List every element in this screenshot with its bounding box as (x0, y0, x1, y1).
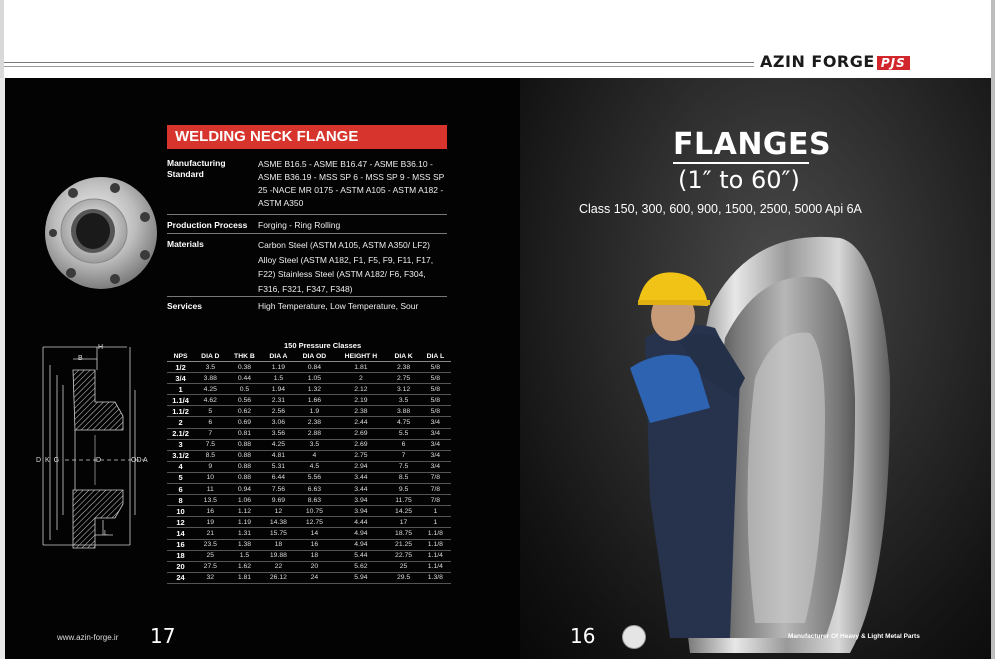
table-cell: 1 (420, 506, 451, 517)
table-cell: 3/4 (420, 450, 451, 461)
nps-cell: 18 (167, 550, 194, 561)
table-cell: 22.75 (387, 550, 419, 561)
nps-cell: 1.1/4 (167, 395, 194, 406)
table-cell: 1.38 (226, 539, 262, 550)
pressure-classes-text: Class 150, 300, 600, 900, 1500, 2500, 5000 Api 6A (579, 202, 862, 216)
table-row (167, 439, 451, 450)
brand-name: AZIN FORGE (760, 52, 875, 71)
header-rule-2 (4, 66, 754, 67)
table-row (167, 528, 451, 539)
table-cell: 0.56 (226, 395, 262, 406)
spec-divider (167, 296, 447, 297)
table-cell: 0.88 (226, 472, 262, 483)
table-cell: 5/8 (420, 406, 451, 417)
table-cell: 8.63 (294, 495, 334, 506)
table-cell: 9.69 (262, 495, 294, 506)
table-cell: 5.44 (334, 550, 387, 561)
table-cell: 7.56 (262, 484, 294, 495)
table-cell: 0.5 (226, 384, 262, 395)
table-cell: 3.88 (194, 373, 226, 384)
table-cell: 22 (262, 561, 294, 572)
table-cell: 5/8 (420, 395, 451, 406)
table-cell: 0.88 (226, 439, 262, 450)
spec-services (167, 300, 447, 315)
table-row (167, 373, 451, 384)
flange-photo (43, 175, 161, 291)
table-cell: 3.88 (387, 406, 419, 417)
table-cell: 14.25 (387, 506, 419, 517)
spec-value: ASME B16.5 - ASME B16.47 - ASME B36.10 - ASME B36.19 - MSS SP 6 - MSS SP 9 - MSS SP 25 -NACE MR 0175 - ASTM A105 - ASTM A182 - ASTM A350 (258, 159, 445, 208)
spec-production-process (167, 219, 447, 234)
table-cell: 8.5 (387, 472, 419, 483)
table-cell: 8.5 (194, 450, 226, 461)
header-rule (4, 62, 754, 63)
table-cell: 1.06 (226, 495, 262, 506)
table-row (167, 484, 451, 495)
table-cell: 11 (194, 484, 226, 495)
table-cell: 2.19 (334, 395, 387, 406)
table-cell: 5.62 (334, 561, 387, 572)
nps-cell: 20 (167, 561, 194, 572)
column-header: DIA D (194, 351, 226, 362)
table-cell: 25 (194, 550, 226, 561)
table-cell: 5/8 (420, 384, 451, 395)
table-cell: 12.75 (294, 517, 334, 528)
table-cell: 4.75 (387, 417, 419, 428)
nps-cell: 14 (167, 528, 194, 539)
table-cell: 7 (194, 428, 226, 439)
left-page (5, 78, 520, 659)
table-cell: 21.25 (387, 539, 419, 550)
table-cell: 26.12 (262, 572, 294, 583)
table-cell: 6 (194, 417, 226, 428)
table-cell: 1.1/4 (420, 561, 451, 572)
nps-cell: 3 (167, 439, 194, 450)
table-row (167, 506, 451, 517)
table-cell: 6 (387, 439, 419, 450)
table-cell: 4.81 (262, 450, 294, 461)
table-cell: 18.75 (387, 528, 419, 539)
table-cell: 5/8 (420, 362, 451, 373)
table-cell: 20 (294, 561, 334, 572)
size-range: (1″ to 60″) (678, 166, 800, 194)
table-cell: 3.44 (334, 484, 387, 495)
table-cell: 0.44 (226, 373, 262, 384)
table-row (167, 572, 451, 583)
table-cell: 3.06 (262, 417, 294, 428)
table-cell: 1.05 (294, 373, 334, 384)
table-cell: 5.31 (262, 461, 294, 472)
table-cell: 7/8 (420, 495, 451, 506)
table-cell: 4.94 (334, 528, 387, 539)
table-cell: 2.69 (334, 439, 387, 450)
table-cell: 3.5 (294, 439, 334, 450)
table-row (167, 428, 451, 439)
table-cell: 3.5 (194, 362, 226, 373)
table-cell: 6.44 (262, 472, 294, 483)
brand-tag: PJS (877, 56, 910, 70)
table-cell: 1.12 (226, 506, 262, 517)
table-cell: 5.56 (294, 472, 334, 483)
table-cell: 3/4 (420, 461, 451, 472)
table-cell: 3.94 (334, 495, 387, 506)
table-cell: 1.94 (262, 384, 294, 395)
table-cell: 19 (194, 517, 226, 528)
table-row (167, 395, 451, 406)
table-cell: 3/4 (420, 417, 451, 428)
column-header: HEIGHT H (334, 351, 387, 362)
drawing-label-left: D K G (36, 457, 61, 464)
table-row (167, 550, 451, 561)
drawing-label-l: L (104, 530, 108, 537)
flange-cross-section-drawing (35, 340, 165, 560)
headline-underline (673, 162, 809, 164)
table-cell: 7/8 (420, 484, 451, 495)
table-cell: 6.63 (294, 484, 334, 495)
table-cell: 10 (194, 472, 226, 483)
spec-label: Services (167, 301, 202, 311)
table-cell: 5.94 (334, 572, 387, 583)
spec-divider (167, 214, 447, 215)
drawing-label-b: B (78, 355, 83, 362)
nps-cell: 3.1/2 (167, 450, 194, 461)
table-cell: 2.69 (334, 428, 387, 439)
table-cell: 7/8 (420, 472, 451, 483)
table-cell: 27.5 (194, 561, 226, 572)
nps-cell: 1 (167, 384, 194, 395)
table-row (167, 539, 451, 550)
table-cell: 1.81 (334, 362, 387, 373)
spec-label: Production Process (167, 220, 248, 230)
table-cell: 2.38 (334, 406, 387, 417)
page-number-right: 16 (570, 624, 596, 648)
table-cell: 1 (420, 517, 451, 528)
table-cell: 1.19 (226, 517, 262, 528)
pressure-class-table (167, 340, 451, 584)
section-title: WELDING NECK FLANGE (167, 125, 447, 149)
table-cell: 1.62 (226, 561, 262, 572)
top-margin (0, 0, 995, 78)
table-cell: 11.75 (387, 495, 419, 506)
nps-cell: 24 (167, 572, 194, 583)
table-cell: 2.75 (334, 450, 387, 461)
column-header: DIA L (420, 351, 451, 362)
table-cell: 1.1/8 (420, 528, 451, 539)
table-header-row (167, 351, 451, 362)
table-cell: 2 (334, 373, 387, 384)
table-row (167, 472, 451, 483)
table-cell: 23.5 (194, 539, 226, 550)
spec-value: High Temperature, Low Temperature, Sour (258, 301, 419, 311)
table-row (167, 561, 451, 572)
table-cell: 0.84 (294, 362, 334, 373)
table-cell: 25 (387, 561, 419, 572)
company-seal-icon (622, 625, 646, 649)
spec-value: Forging - Ring Rolling (258, 220, 341, 230)
table-cell: 9.5 (387, 484, 419, 495)
nps-cell: 2 (167, 417, 194, 428)
headline: FLANGES (673, 127, 832, 162)
table-cell: 0.62 (226, 406, 262, 417)
table-cell: 2.38 (387, 362, 419, 373)
footer-tagline: Manufacturer Of Heavy & Light Metal Parts (788, 633, 920, 640)
table-cell: 2.38 (294, 417, 334, 428)
table-cell: 5 (194, 406, 226, 417)
nps-cell: 1.1/2 (167, 406, 194, 417)
table-cell: 15.75 (262, 528, 294, 539)
table-cell: 4 (294, 450, 334, 461)
table-row (167, 417, 451, 428)
drawing-label-h: H (98, 344, 104, 351)
table-cell: 2.94 (334, 461, 387, 472)
table-cell: 5/8 (420, 373, 451, 384)
table-cell: 3/4 (420, 439, 451, 450)
footer-website: www.azin-forge.ir (57, 633, 119, 642)
table-cell: 3.12 (387, 384, 419, 395)
table-row (167, 517, 451, 528)
column-header: DIA A (262, 351, 294, 362)
table-row (167, 450, 451, 461)
column-header: DIA K (387, 351, 419, 362)
table-cell: 4.94 (334, 539, 387, 550)
table-cell: 4.25 (194, 384, 226, 395)
table-cell: 14.38 (262, 517, 294, 528)
table-cell: 19.88 (262, 550, 294, 561)
table-cell: 1.31 (226, 528, 262, 539)
table-cell: 4.5 (294, 461, 334, 472)
table-cell: 1.1/4 (420, 550, 451, 561)
table-caption: 150 Pressure Classes (283, 341, 362, 350)
table-cell: 4.44 (334, 517, 387, 528)
nps-cell: 1/2 (167, 362, 194, 373)
table-cell: 3.44 (334, 472, 387, 483)
table-cell: 12 (262, 506, 294, 517)
table-cell: 2.88 (294, 428, 334, 439)
spec-materials (167, 238, 447, 298)
table-cell: 4.62 (194, 395, 226, 406)
page-number-left: 17 (150, 624, 176, 648)
table-cell: 7 (387, 450, 419, 461)
spec-manufacturing-standard (167, 158, 447, 216)
page-edge-right (991, 0, 995, 659)
table-cell: 1.66 (294, 395, 334, 406)
table-cell: 18 (262, 539, 294, 550)
table-cell: 21 (194, 528, 226, 539)
column-header: DIA OD (294, 351, 334, 362)
nps-cell: 12 (167, 517, 194, 528)
table-row (167, 461, 451, 472)
table-cell: 3.56 (262, 428, 294, 439)
table-cell: 14 (294, 528, 334, 539)
table-cell: 3.5 (387, 395, 419, 406)
table-cell: 29.5 (387, 572, 419, 583)
drawing-label-id: ID (94, 457, 101, 464)
table-cell: 0.94 (226, 484, 262, 495)
nps-cell: 8 (167, 495, 194, 506)
table-cell: 5.5 (387, 428, 419, 439)
table-cell: 2.44 (334, 417, 387, 428)
nps-cell: 6 (167, 484, 194, 495)
table-cell: 4.25 (262, 439, 294, 450)
brand-logo (760, 52, 910, 71)
table-cell: 18 (294, 550, 334, 561)
nps-cell: 16 (167, 539, 194, 550)
table-body (167, 362, 451, 584)
table-cell: 17 (387, 517, 419, 528)
table-cell: 0.69 (226, 417, 262, 428)
table-cell: 7.5 (194, 439, 226, 450)
spec-label: Manufacturing Standard (167, 158, 226, 179)
nps-cell: 5 (167, 472, 194, 483)
table-cell: 24 (294, 572, 334, 583)
nps-cell: 3/4 (167, 373, 194, 384)
table-cell: 1.9 (294, 406, 334, 417)
table-row (167, 384, 451, 395)
table-row (167, 406, 451, 417)
table-cell: 9 (194, 461, 226, 472)
drawing-label-right: OD A (131, 457, 148, 464)
table-cell: 1.32 (294, 384, 334, 395)
table-cell: 1.5 (226, 550, 262, 561)
nps-cell: 2.1/2 (167, 428, 194, 439)
table-cell: 0.38 (226, 362, 262, 373)
table-cell: 3.94 (334, 506, 387, 517)
table-cell: 2.56 (262, 406, 294, 417)
table-cell: 2.12 (334, 384, 387, 395)
table-row (167, 362, 451, 373)
spec-value: Carbon Steel (ASTM A105, ASTM A350/ LF2) Alloy Steel (ASTM A182, F1, F5, F9, F11, F17, F22) Stainless Steel (ASTM A182/ F6, F304, F316, F321, F347, F348) (258, 240, 434, 294)
nps-cell: 4 (167, 461, 194, 472)
table-cell: 0.81 (226, 428, 262, 439)
table-cell: 16 (194, 506, 226, 517)
catalog-spread (5, 78, 991, 659)
column-header: THK B (226, 351, 262, 362)
table-cell: 32 (194, 572, 226, 583)
table-cell: 3/4 (420, 428, 451, 439)
spec-label: Materials (167, 239, 204, 249)
spec-divider (167, 233, 447, 234)
table-cell: 1.5 (262, 373, 294, 384)
table-cell: 0.88 (226, 461, 262, 472)
column-header: NPS (167, 351, 194, 362)
table-cell: 2.31 (262, 395, 294, 406)
table-cell: 1.81 (226, 572, 262, 583)
table-cell: 1.19 (262, 362, 294, 373)
table-cell: 1.3/8 (420, 572, 451, 583)
table-cell: 0.88 (226, 450, 262, 461)
table-cell: 7.5 (387, 461, 419, 472)
table-cell: 1.1/8 (420, 539, 451, 550)
nps-cell: 10 (167, 506, 194, 517)
table-cell: 10.75 (294, 506, 334, 517)
table-cell: 13.5 (194, 495, 226, 506)
table-cell: 16 (294, 539, 334, 550)
table-row (167, 495, 451, 506)
table-cell: 2.75 (387, 373, 419, 384)
